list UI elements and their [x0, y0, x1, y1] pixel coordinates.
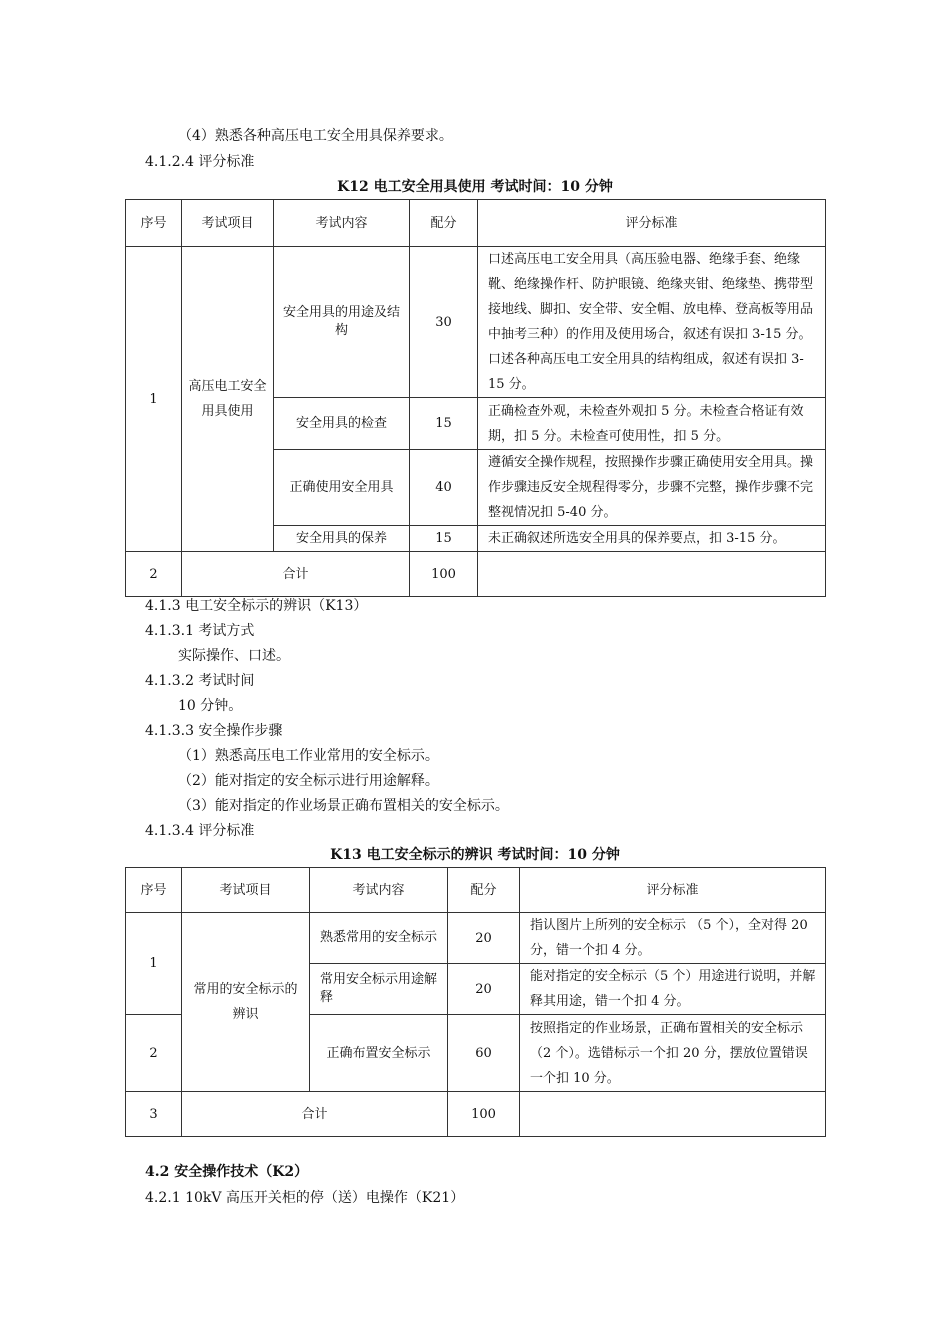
header-cell: 配分 — [448, 868, 520, 913]
list-item: （4）熟悉各种高压电工安全用具保养要求。 — [178, 128, 453, 144]
section-heading: 4.1.3.4 评分标准 — [145, 823, 255, 839]
score: 30 — [410, 247, 478, 398]
score: 40 — [410, 450, 478, 526]
header-cell: 评分标准 — [478, 200, 826, 247]
paragraph: 10 分钟。 — [178, 698, 243, 714]
score: 60 — [448, 1015, 520, 1092]
table-total-row — [126, 552, 826, 597]
criteria: 能对指定的安全标示（5 个）用途进行说明，并解释其用途，错一个扣 4 分。 — [520, 964, 826, 1015]
total-label: 合计 — [182, 552, 410, 597]
exam-content: 熟悉常用的安全标示 — [310, 913, 448, 964]
table-row — [126, 247, 826, 398]
criteria: 指认图片上所列的安全标示 （5 个），全对得 20 分，错一个扣 4 分。 — [520, 913, 826, 964]
header-cell: 考试项目 — [182, 868, 310, 913]
total-score: 100 — [410, 552, 478, 597]
header-cell: 考试内容 — [310, 868, 448, 913]
total-label: 合计 — [182, 1092, 448, 1137]
table-header-row — [126, 868, 826, 913]
score: 20 — [448, 913, 520, 964]
row-number: 1 — [126, 247, 182, 552]
header-cell: 序号 — [126, 200, 182, 247]
header-cell: 考试内容 — [274, 200, 410, 247]
criteria: 口述高压电工安全用具（高压验电器、绝缘手套、绝缘靴、绝缘操作杆、防护眼镜、绝缘夹钳、绝缘垫、携带型接地线、脚扣、安全带、安全帽、放电棒、登高板等用品中抽考三种）的作用及使用场合，叙述有误扣 3-15 分。口述各种高压电工安全用具的结构组成，叙述有误扣 3-15 分。 — [478, 247, 826, 398]
exam-content: 安全用具的用途及结构 — [274, 247, 410, 398]
row-number: 3 — [126, 1092, 182, 1137]
section-heading: 4.2.1 10kV 高压开关柜的停（送）电操作（K21） — [145, 1190, 465, 1206]
header-cell: 配分 — [410, 200, 478, 247]
criteria: 未正确叙述所选安全用具的保养要点，扣 3-15 分。 — [478, 526, 826, 552]
table-row — [126, 913, 826, 964]
exam-content: 正确使用安全用具 — [274, 450, 410, 526]
criteria: 正确检查外观，未检查外观扣 5 分。未检查合格证有效期，扣 5 分。未检查可使用性，扣 5 分。 — [478, 398, 826, 450]
section-heading: 4.1.3.3 安全操作步骤 — [145, 723, 283, 739]
section-heading: 4.1.3.1 考试方式 — [145, 623, 255, 639]
section-heading: 4.1.3.2 考试时间 — [145, 673, 255, 689]
list-item: （3）能对指定的作业场景正确布置相关的安全标示。 — [178, 798, 509, 814]
list-item: （2）能对指定的安全标示进行用途解释。 — [178, 773, 439, 789]
header-cell: 考试项目 — [182, 200, 274, 247]
header-cell: 评分标准 — [520, 868, 826, 913]
table-header-row — [126, 200, 826, 247]
score: 15 — [410, 526, 478, 552]
header-cell: 序号 — [126, 868, 182, 913]
score: 15 — [410, 398, 478, 450]
score: 20 — [448, 964, 520, 1015]
criteria — [478, 552, 826, 597]
row-number: 1 — [126, 913, 182, 1015]
exam-project: 高压电工安全用具使用 — [182, 247, 274, 552]
criteria — [520, 1092, 826, 1137]
row-number: 2 — [126, 552, 182, 597]
section-heading: 4.1.2.4 评分标准 — [145, 154, 255, 170]
table-caption: K12 电工安全用具使用 考试时间：10 分钟 — [337, 179, 613, 195]
exam-content: 安全用具的保养 — [274, 526, 410, 552]
list-item: （1）熟悉高压电工作业常用的安全标示。 — [178, 748, 439, 764]
criteria: 遵循安全操作规程，按照操作步骤正确使用安全用具。操作步骤违反安全规程得零分，步骤不完整，操作步骤不完整视情况扣 5-40 分。 — [478, 450, 826, 526]
exam-content: 安全用具的检查 — [274, 398, 410, 450]
exam-content: 正确布置安全标示 — [310, 1015, 448, 1092]
criteria: 按照指定的作业场景，正确布置相关的安全标示（2 个）。选错标示一个扣 20 分，摆放位置错误一个扣 10 分。 — [520, 1015, 826, 1092]
total-score: 100 — [448, 1092, 520, 1137]
table-k12 — [125, 199, 826, 597]
paragraph: 实际操作、口述。 — [178, 648, 290, 664]
exam-project: 常用的安全标示的辨识 — [182, 913, 310, 1092]
row-number: 2 — [126, 1015, 182, 1092]
section-heading: 4.1.3 电工安全标示的辨识（K13） — [145, 598, 368, 614]
section-heading: 4.2 安全操作技术（K2） — [145, 1164, 309, 1180]
exam-content: 常用安全标示用途解释 — [310, 964, 448, 1015]
table-k13 — [125, 867, 826, 1137]
table-caption: K13 电工安全标示的辨识 考试时间：10 分钟 — [330, 847, 620, 863]
table-total-row — [126, 1092, 826, 1137]
